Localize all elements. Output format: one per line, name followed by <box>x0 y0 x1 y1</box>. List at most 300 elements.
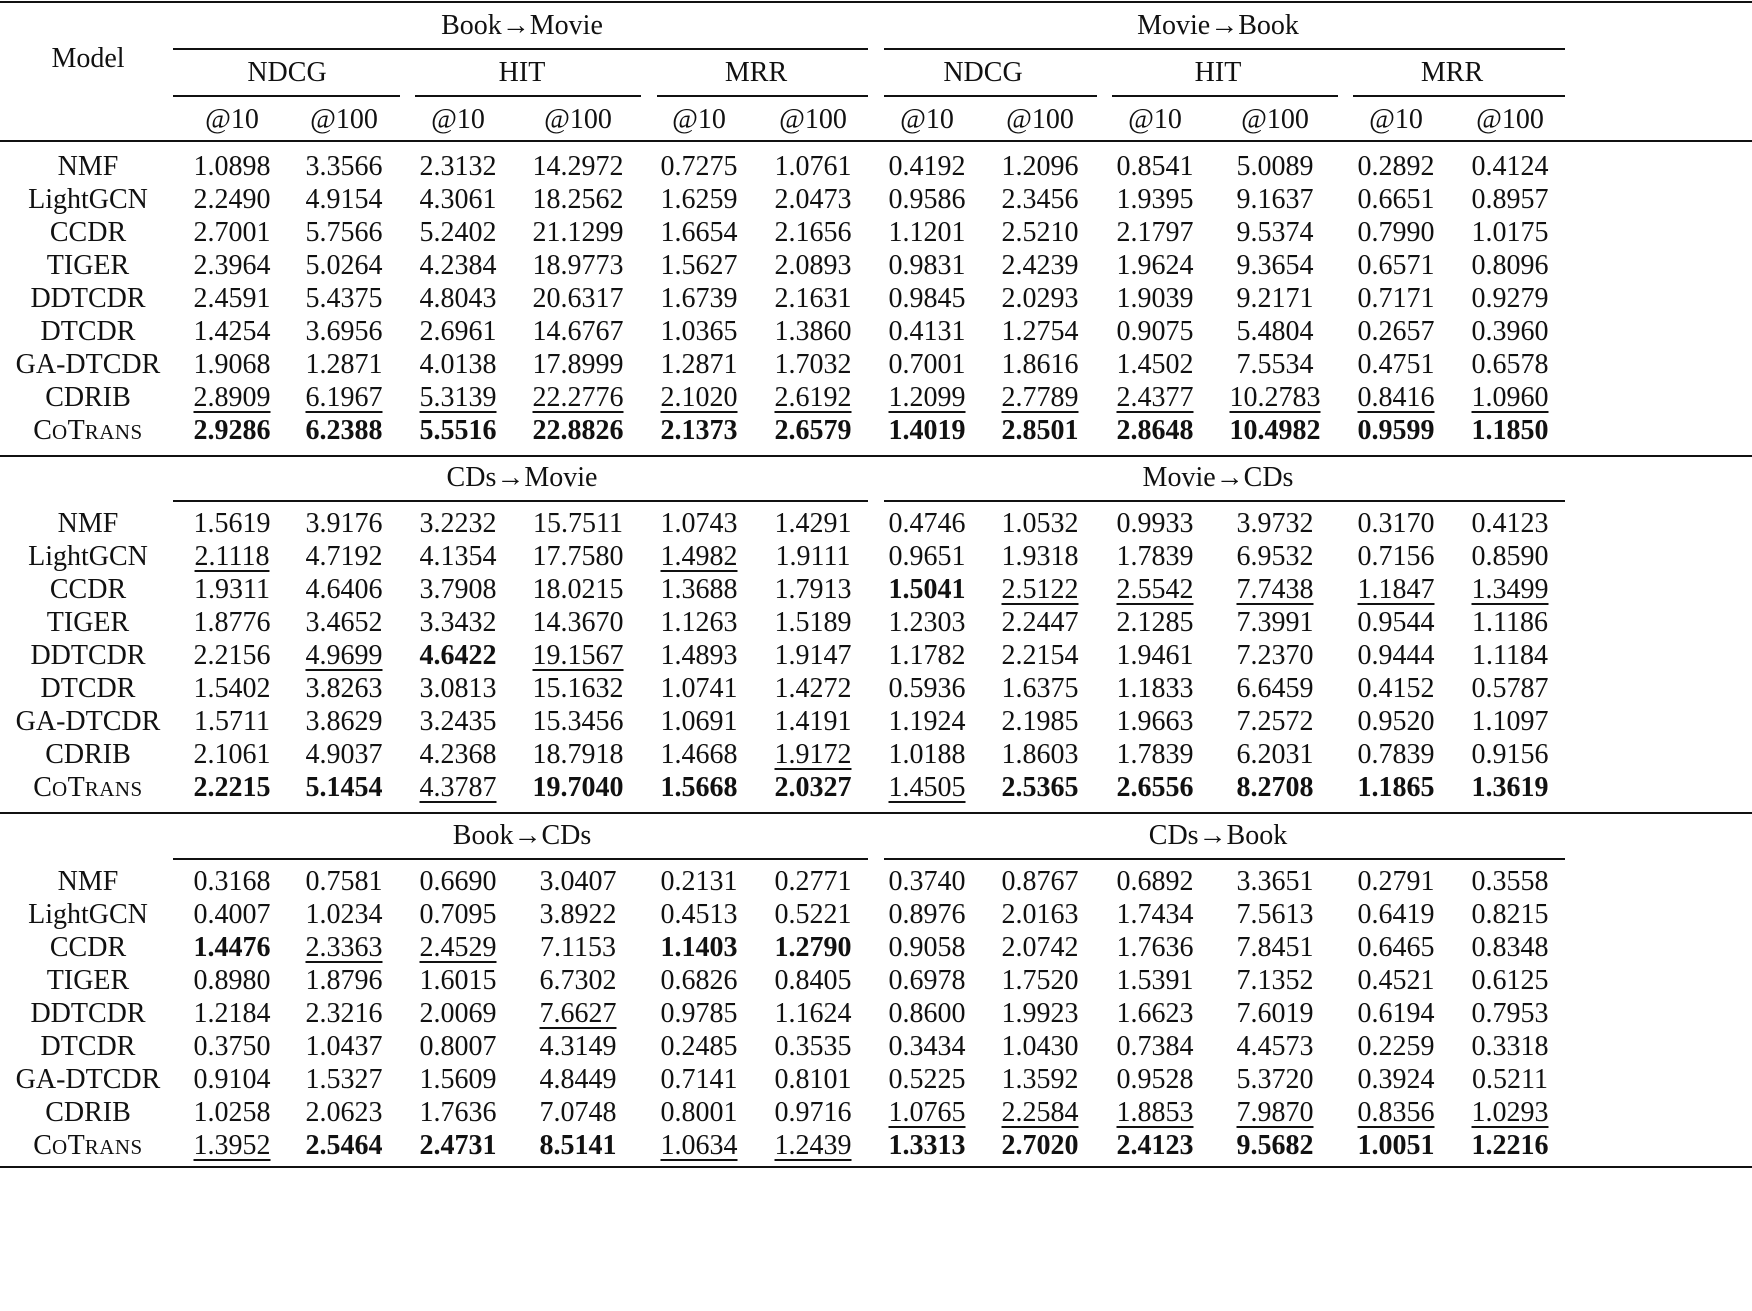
table-cell: 1.4291 <box>774 508 852 539</box>
table-cell: 0.9845 <box>888 283 966 314</box>
table-cell: 0.7839 <box>1357 739 1435 770</box>
block-title-right: CDs→Book <box>1148 820 1288 851</box>
table-cell: 2.0893 <box>774 250 852 281</box>
header-rule <box>0 140 1752 142</box>
table-cell: 1.9461 <box>1116 640 1194 671</box>
model-name: CCDR <box>49 932 127 963</box>
table-cell: 1.9923 <box>1001 998 1079 1029</box>
table-cell: 0.3170 <box>1357 508 1435 539</box>
cutoff-header: @100 <box>1241 104 1309 135</box>
table-cell: 0.6978 <box>888 965 966 996</box>
table-cell: 2.8909 <box>193 382 271 413</box>
model-name: CDRIB <box>45 739 131 770</box>
top-rule <box>0 1 1752 3</box>
table-cell: 0.2131 <box>660 866 738 897</box>
table-cell: 5.1454 <box>305 772 383 803</box>
cutoff-header: @10 <box>205 104 259 135</box>
table-cell: 6.9532 <box>1236 541 1314 572</box>
table-cell: 20.6317 <box>532 283 624 314</box>
table-cell: 3.7908 <box>419 574 497 605</box>
table-cell: 0.7001 <box>888 349 966 380</box>
table-cell: 1.6623 <box>1116 998 1194 1029</box>
table-cell: 1.0761 <box>774 151 852 182</box>
table-cell: 0.4124 <box>1471 151 1549 182</box>
table-cell: 1.7032 <box>774 349 852 380</box>
metric-group-header: NDCG <box>943 57 1023 88</box>
table-cell: 2.5210 <box>1001 217 1079 248</box>
table-cell: 0.2657 <box>1357 316 1435 347</box>
table-cell: 7.6019 <box>1236 998 1314 1029</box>
table-cell: 2.4123 <box>1116 1130 1194 1161</box>
table-cell: 0.2791 <box>1357 866 1435 897</box>
table-cell: 0.9156 <box>1471 739 1549 770</box>
cutoff-header: @100 <box>1006 104 1074 135</box>
table-cell: 2.6579 <box>774 415 852 446</box>
table-cell: 1.6739 <box>660 283 738 314</box>
table-cell: 1.4191 <box>774 706 852 737</box>
table-cell: 3.0813 <box>419 673 497 704</box>
cutoff-header: @10 <box>1128 104 1182 135</box>
table-cell: 15.1632 <box>532 673 624 704</box>
table-cell: 0.2771 <box>774 866 852 897</box>
model-name: TIGER <box>46 965 130 996</box>
table-cell: 1.0634 <box>660 1130 738 1161</box>
table-cell: 7.6627 <box>539 998 617 1029</box>
table-cell: 0.8007 <box>419 1031 497 1062</box>
table-cell: 0.8001 <box>660 1097 738 1128</box>
model-name: DTCDR <box>40 1031 136 1062</box>
table-cell: 0.9831 <box>888 250 966 281</box>
table-cell: 7.5613 <box>1236 899 1314 930</box>
table-cell: 0.8590 <box>1471 541 1549 572</box>
table-cell: 7.1153 <box>540 932 616 963</box>
block-title-left: CDs→Movie <box>446 462 598 493</box>
table-cell: 1.9111 <box>775 541 851 572</box>
table-cell: 1.8796 <box>305 965 383 996</box>
table-cell: 0.6194 <box>1357 998 1435 1029</box>
table-cell: 4.1354 <box>419 541 497 572</box>
model-name: GA-DTCDR <box>15 706 161 737</box>
table-cell: 2.3964 <box>193 250 271 281</box>
table-cell: 0.8416 <box>1357 382 1435 413</box>
table-cell: 0.6465 <box>1357 932 1435 963</box>
table-cell: 22.2776 <box>532 382 624 413</box>
table-cell: 0.5221 <box>774 899 852 930</box>
table-cell: 1.8603 <box>1001 739 1079 770</box>
table-cell: 0.6690 <box>419 866 497 897</box>
table-cell: 3.9732 <box>1236 508 1314 539</box>
table-cell: 4.4573 <box>1236 1031 1314 1062</box>
block-title-right: Movie→Book <box>1137 10 1299 41</box>
table-cell: 2.1373 <box>660 415 738 446</box>
table-cell: 3.3651 <box>1236 866 1314 897</box>
model-name: NMF <box>57 151 119 182</box>
block-title-right: Movie→CDs <box>1142 462 1294 493</box>
table-cell: 0.9520 <box>1357 706 1435 737</box>
table-cell: 4.9037 <box>305 739 383 770</box>
table-cell: 0.8976 <box>888 899 966 930</box>
block-title-rule <box>173 48 868 50</box>
table-cell: 2.2156 <box>193 640 271 671</box>
table-cell: 15.3456 <box>532 706 624 737</box>
table-cell: 0.9586 <box>888 184 966 215</box>
table-cell: 0.3740 <box>888 866 966 897</box>
table-cell: 0.3168 <box>193 866 271 897</box>
table-cell: 5.3720 <box>1236 1064 1314 1095</box>
model-name: CDRIB <box>45 382 131 413</box>
table-cell: 18.0215 <box>532 574 624 605</box>
model-name: CCDR <box>49 574 127 605</box>
table-cell: 1.3313 <box>888 1130 966 1161</box>
table-cell: 2.1985 <box>1001 706 1079 737</box>
table-cell: 1.0051 <box>1357 1130 1435 1161</box>
model-name: LightGCN <box>28 184 148 215</box>
table-cell: 2.8501 <box>1001 415 1079 446</box>
table-cell: 1.6259 <box>660 184 738 215</box>
block-title-rule <box>173 500 868 502</box>
table-cell: 1.5041 <box>888 574 966 605</box>
block-title-rule <box>884 500 1565 502</box>
metric-group-header: HIT <box>498 57 546 88</box>
table-cell: 4.3061 <box>419 184 497 215</box>
table-cell: 0.5225 <box>888 1064 966 1095</box>
table-cell: 1.6375 <box>1001 673 1079 704</box>
table-cell: 0.2259 <box>1357 1031 1435 1062</box>
table-cell: 3.0407 <box>539 866 617 897</box>
model-name: GA-DTCDR <box>15 1064 161 1095</box>
table-cell: 3.8263 <box>305 673 383 704</box>
table-cell: 3.6956 <box>305 316 383 347</box>
table-cell: 1.9311 <box>194 574 270 605</box>
table-cell: 1.5619 <box>193 508 271 539</box>
table-cell: 2.1797 <box>1116 217 1194 248</box>
table-cell: 0.9104 <box>193 1064 271 1095</box>
table-cell: 14.3670 <box>532 607 624 638</box>
table-cell: 19.7040 <box>532 772 624 803</box>
table-cell: 1.5189 <box>774 607 852 638</box>
table-cell: 4.6406 <box>305 574 383 605</box>
table-cell: 1.5627 <box>660 250 738 281</box>
table-cell: 1.1782 <box>888 640 966 671</box>
table-cell: 0.3558 <box>1471 866 1549 897</box>
table-cell: 0.9933 <box>1116 508 1194 539</box>
table-cell: 1.4982 <box>660 541 738 572</box>
table-cell: 5.7566 <box>305 217 383 248</box>
table-cell: 10.4982 <box>1229 415 1321 446</box>
table-cell: 0.9075 <box>1116 316 1194 347</box>
table-cell: 0.6571 <box>1357 250 1435 281</box>
table-cell: 2.1285 <box>1116 607 1194 638</box>
model-name: COTRANS <box>33 415 143 446</box>
table-cell: 2.1631 <box>774 283 852 314</box>
table-cell: 0.7581 <box>305 866 383 897</box>
table-cell: 1.2303 <box>888 607 966 638</box>
table-cell: 1.5391 <box>1116 965 1194 996</box>
table-cell: 0.5787 <box>1471 673 1549 704</box>
table-cell: 10.2783 <box>1229 382 1321 413</box>
table-cell: 2.7789 <box>1001 382 1079 413</box>
table-cell: 1.1263 <box>660 607 738 638</box>
table-cell: 0.8957 <box>1471 184 1549 215</box>
table-cell: 0.3960 <box>1471 316 1549 347</box>
table-cell: 1.7520 <box>1001 965 1079 996</box>
table-cell: 19.1567 <box>532 640 624 671</box>
table-cell: 0.7275 <box>660 151 738 182</box>
table-cell: 6.7302 <box>539 965 617 996</box>
table-cell: 0.9599 <box>1357 415 1435 446</box>
table-cell: 0.6826 <box>660 965 738 996</box>
block-title-rule <box>173 858 868 860</box>
table-cell: 14.6767 <box>532 316 624 347</box>
table-cell: 1.0234 <box>305 899 383 930</box>
model-name: DTCDR <box>40 673 136 704</box>
table-cell: 2.5464 <box>305 1130 383 1161</box>
table-cell: 1.1833 <box>1116 673 1194 704</box>
table-cell: 2.3216 <box>305 998 383 1029</box>
model-name: COTRANS <box>33 1130 143 1161</box>
table-cell: 2.0473 <box>774 184 852 215</box>
table-cell: 0.8980 <box>193 965 271 996</box>
cutoff-header: @10 <box>431 104 485 135</box>
table-cell: 1.1847 <box>1357 574 1435 605</box>
table-cell: 2.2154 <box>1001 640 1079 671</box>
table-cell: 9.5682 <box>1236 1130 1314 1161</box>
table-cell: 1.2099 <box>888 382 966 413</box>
table-cell: 1.4668 <box>660 739 738 770</box>
table-cell: 1.1097 <box>1471 706 1549 737</box>
table-cell: 0.4152 <box>1357 673 1435 704</box>
bottom-rule <box>0 1166 1752 1168</box>
table-cell: 5.4375 <box>305 283 383 314</box>
table-cell: 7.9870 <box>1236 1097 1314 1128</box>
model-name: NMF <box>57 866 119 897</box>
model-name: NMF <box>57 508 119 539</box>
table-cell: 21.1299 <box>532 217 624 248</box>
table-cell: 1.5402 <box>193 673 271 704</box>
table-cell: 6.6459 <box>1236 673 1314 704</box>
table-cell: 2.3132 <box>419 151 497 182</box>
table-cell: 0.8096 <box>1471 250 1549 281</box>
model-name: DTCDR <box>40 316 136 347</box>
table-cell: 0.9651 <box>888 541 966 572</box>
table-cell: 1.3688 <box>660 574 738 605</box>
table-cell: 0.6419 <box>1357 899 1435 930</box>
table-cell: 2.4591 <box>193 283 271 314</box>
table-cell: 2.4239 <box>1001 250 1079 281</box>
table-cell: 0.4131 <box>888 316 966 347</box>
table-cell: 7.7438 <box>1236 574 1314 605</box>
model-name: LightGCN <box>28 899 148 930</box>
metric-group-header: NDCG <box>247 57 327 88</box>
metric-group-header: HIT <box>1194 57 1242 88</box>
table-cell: 1.2871 <box>660 349 738 380</box>
table-cell: 1.4476 <box>193 932 271 963</box>
table-cell: 2.2584 <box>1001 1097 1079 1128</box>
table-cell: 1.5668 <box>660 772 738 803</box>
table-cell: 3.8629 <box>305 706 383 737</box>
table-cell: 3.9176 <box>305 508 383 539</box>
metric-group-rule <box>173 95 400 97</box>
table-cell: 7.1352 <box>1236 965 1314 996</box>
table-cell: 1.0691 <box>660 706 738 737</box>
table-cell: 2.6556 <box>1116 772 1194 803</box>
table-cell: 0.8215 <box>1471 899 1549 930</box>
table-cell: 1.4893 <box>660 640 738 671</box>
table-cell: 0.9716 <box>774 1097 852 1128</box>
table-cell: 2.1656 <box>774 217 852 248</box>
table-cell: 18.2562 <box>532 184 624 215</box>
table-cell: 0.4192 <box>888 151 966 182</box>
table-cell: 6.2031 <box>1236 739 1314 770</box>
table-cell: 1.7636 <box>419 1097 497 1128</box>
table-cell: 1.0898 <box>193 151 271 182</box>
table-cell: 1.1186 <box>1472 607 1548 638</box>
table-cell: 2.9286 <box>193 415 271 446</box>
table-cell: 1.4254 <box>193 316 271 347</box>
table-cell: 2.8648 <box>1116 415 1194 446</box>
table-cell: 0.6651 <box>1357 184 1435 215</box>
table-cell: 2.0742 <box>1001 932 1079 963</box>
table-cell: 1.0188 <box>888 739 966 770</box>
table-cell: 0.8600 <box>888 998 966 1029</box>
table-cell: 1.0258 <box>193 1097 271 1128</box>
table-cell: 2.0293 <box>1001 283 1079 314</box>
table-cell: 0.9544 <box>1357 607 1435 638</box>
table-cell: 0.4513 <box>660 899 738 930</box>
table-cell: 1.5711 <box>194 706 270 737</box>
table-cell: 0.4746 <box>888 508 966 539</box>
table-cell: 7.5534 <box>1236 349 1314 380</box>
model-name: DDTCDR <box>30 283 146 314</box>
table-cell: 2.7020 <box>1001 1130 1079 1161</box>
table-cell: 4.3787 <box>419 772 497 803</box>
table-cell: 0.9528 <box>1116 1064 1194 1095</box>
table-cell: 1.0365 <box>660 316 738 347</box>
table-cell: 15.7511 <box>533 508 623 539</box>
metric-group-rule <box>657 95 868 97</box>
table-cell: 1.2439 <box>774 1130 852 1161</box>
table-cell: 0.9279 <box>1471 283 1549 314</box>
table-cell: 22.8826 <box>532 415 624 446</box>
table-cell: 1.7839 <box>1116 739 1194 770</box>
table-cell: 0.9444 <box>1357 640 1435 671</box>
table-cell: 17.8999 <box>532 349 624 380</box>
table-cell: 0.7156 <box>1357 541 1435 572</box>
table-cell: 4.3149 <box>539 1031 617 1062</box>
table-cell: 0.4521 <box>1357 965 1435 996</box>
model-name: TIGER <box>46 607 130 638</box>
table-cell: 4.2384 <box>419 250 497 281</box>
table-cell: 4.2368 <box>419 739 497 770</box>
table-cell: 8.2708 <box>1236 772 1314 803</box>
cutoff-header: @100 <box>544 104 612 135</box>
table-cell: 1.2871 <box>305 349 383 380</box>
table-cell: 1.3619 <box>1471 772 1549 803</box>
table-cell: 3.4652 <box>305 607 383 638</box>
table-cell: 0.3924 <box>1357 1064 1435 1095</box>
table-cell: 2.5122 <box>1001 574 1079 605</box>
table-cell: 5.3139 <box>419 382 497 413</box>
table-cell: 1.8776 <box>193 607 271 638</box>
table-cell: 1.6654 <box>660 217 738 248</box>
block-title-left: Book→Movie <box>441 10 603 41</box>
table-cell: 1.0960 <box>1471 382 1549 413</box>
table-cell: 1.2096 <box>1001 151 1079 182</box>
table-cell: 1.5327 <box>305 1064 383 1095</box>
table-cell: 0.7171 <box>1357 283 1435 314</box>
cutoff-header: @100 <box>310 104 378 135</box>
block-title-rule <box>884 48 1565 50</box>
table-cell: 2.4529 <box>419 932 497 963</box>
table-cell: 1.0741 <box>660 673 738 704</box>
metric-group-rule <box>884 95 1097 97</box>
table-cell: 2.3456 <box>1001 184 1079 215</box>
table-cell: 1.1850 <box>1471 415 1549 446</box>
table-cell: 1.7839 <box>1116 541 1194 572</box>
table-cell: 1.3952 <box>193 1130 271 1161</box>
table-cell: 1.4019 <box>888 415 966 446</box>
table-cell: 1.8853 <box>1116 1097 1194 1128</box>
table-cell: 4.8449 <box>539 1064 617 1095</box>
table-cell: 0.7095 <box>419 899 497 930</box>
table-cell: 0.7990 <box>1357 217 1435 248</box>
table-cell: 0.4751 <box>1357 349 1435 380</box>
table-cell: 17.7580 <box>532 541 624 572</box>
table-cell: 2.2490 <box>193 184 271 215</box>
table-cell: 1.1403 <box>660 932 738 963</box>
table-cell: 1.1865 <box>1357 772 1435 803</box>
table-cell: 1.2754 <box>1001 316 1079 347</box>
metric-group-rule <box>415 95 641 97</box>
table-cell: 3.3432 <box>419 607 497 638</box>
block-separator-rule <box>0 455 1752 457</box>
table-cell: 2.1061 <box>193 739 271 770</box>
model-name: DDTCDR <box>30 640 146 671</box>
cutoff-header: @10 <box>900 104 954 135</box>
table-cell: 1.9068 <box>193 349 271 380</box>
table-cell: 1.2184 <box>193 998 271 1029</box>
model-name: COTRANS <box>33 772 143 803</box>
table-cell: 18.9773 <box>532 250 624 281</box>
table-cell: 4.6422 <box>419 640 497 671</box>
model-name: DDTCDR <box>30 998 146 1029</box>
table-cell: 0.5936 <box>888 673 966 704</box>
table-cell: 2.4731 <box>419 1130 497 1161</box>
table-cell: 1.0743 <box>660 508 738 539</box>
block-separator-rule <box>0 812 1752 814</box>
model-column-header: Model <box>51 43 125 74</box>
table-cell: 0.8405 <box>774 965 852 996</box>
table-cell: 4.7192 <box>305 541 383 572</box>
table-cell: 0.8356 <box>1357 1097 1435 1128</box>
table-cell: 2.5365 <box>1001 772 1079 803</box>
table-cell: 2.3363 <box>305 932 383 963</box>
table-cell: 0.6892 <box>1116 866 1194 897</box>
table-cell: 2.1020 <box>660 382 738 413</box>
table-cell: 0.4123 <box>1471 508 1549 539</box>
table-cell: 5.5516 <box>419 415 497 446</box>
table-cell: 5.0264 <box>305 250 383 281</box>
table-cell: 7.2572 <box>1236 706 1314 737</box>
table-cell: 0.5211 <box>1472 1064 1548 1095</box>
table-cell: 7.0748 <box>539 1097 617 1128</box>
table-cell: 1.8616 <box>1001 349 1079 380</box>
table-cell: 2.6961 <box>419 316 497 347</box>
table-cell: 1.7913 <box>774 574 852 605</box>
table-cell: 1.2216 <box>1471 1130 1549 1161</box>
model-name: LightGCN <box>28 541 148 572</box>
table-cell: 0.3318 <box>1471 1031 1549 1062</box>
